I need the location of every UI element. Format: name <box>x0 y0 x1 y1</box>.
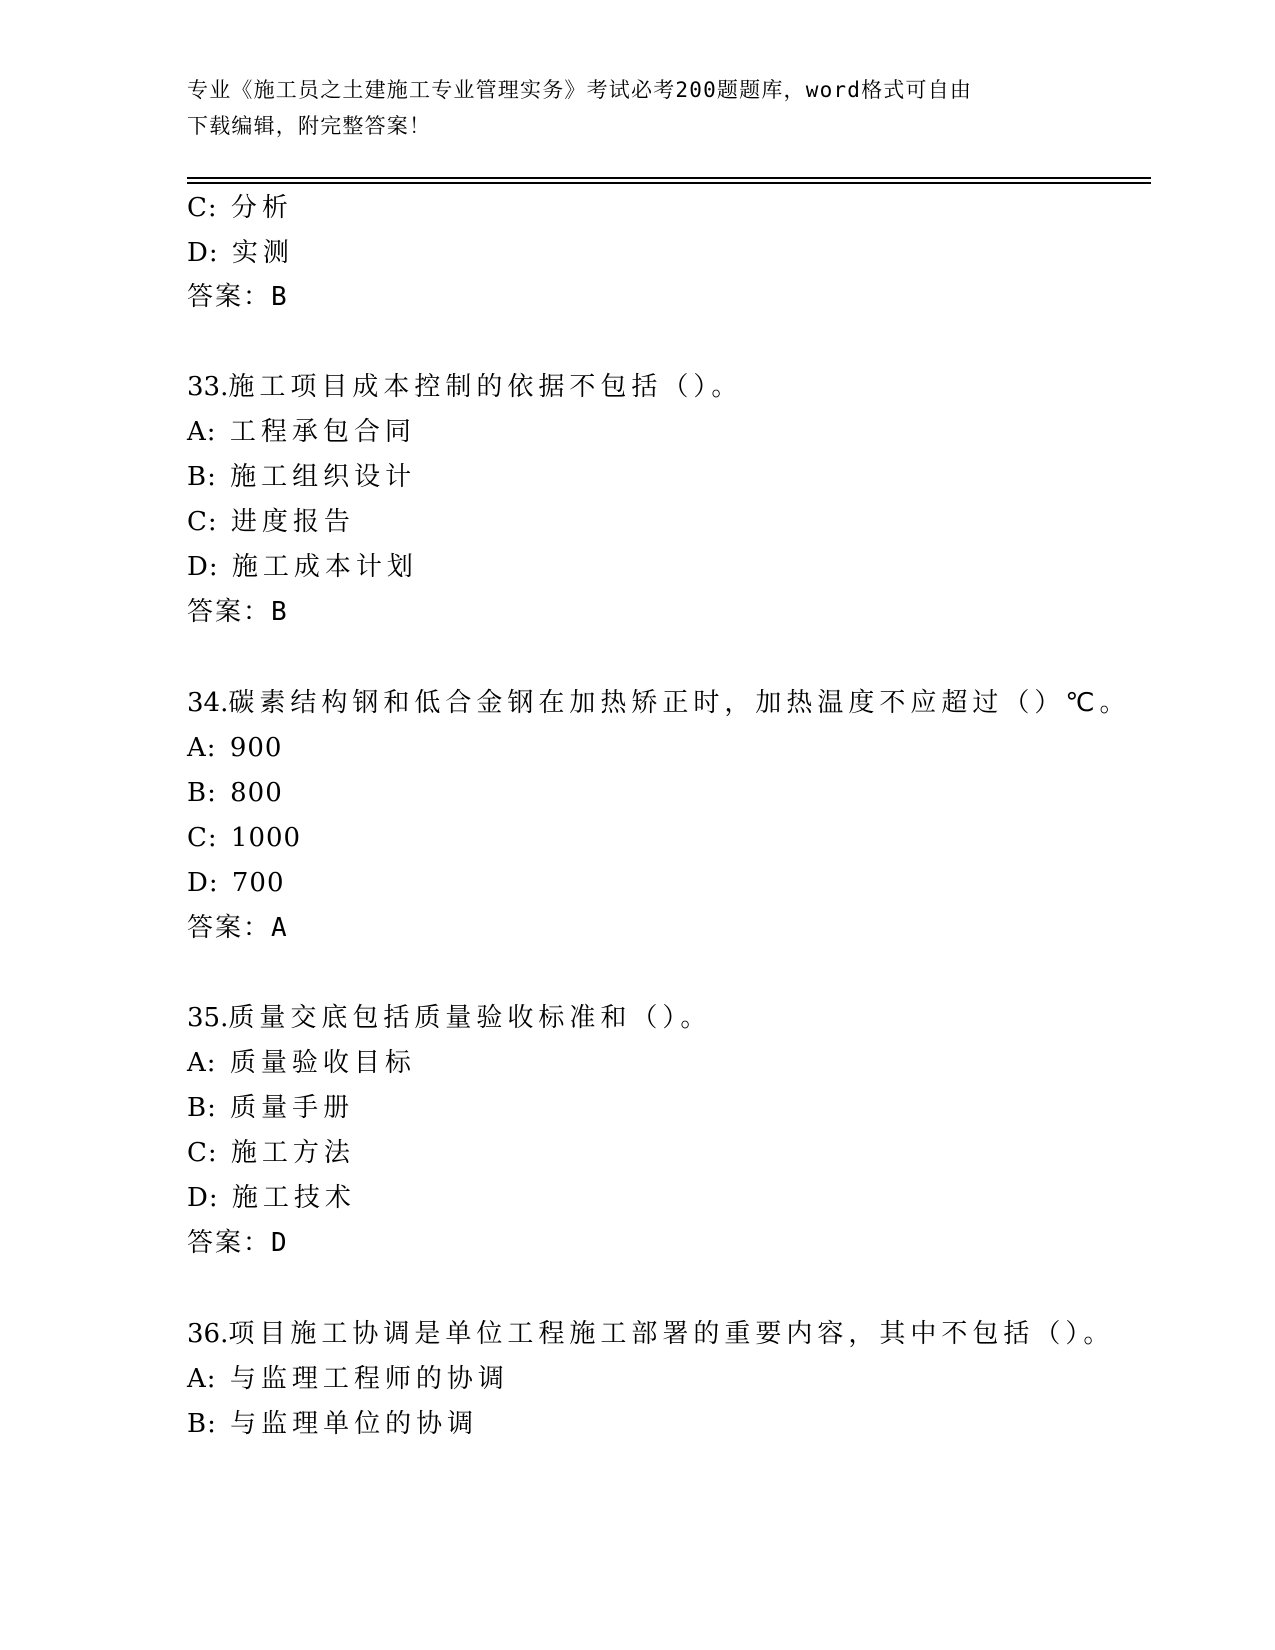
question-36: 36.项目施工协调是单位工程施工部署的重要内容，其中不包括（）。 <box>187 1319 1115 1349</box>
option-b: B: 与监理单位的协调 <box>187 1409 479 1439</box>
header-divider-top <box>187 177 1151 179</box>
answer-line: 答案：B <box>187 597 289 627</box>
option-c: C: 进度报告 <box>187 507 355 537</box>
answer-line: 答案：B <box>187 282 289 312</box>
question-34: 34.碳素结构钢和低合金钢在加热矫正时，加热温度不应超过（）℃。 <box>187 688 1131 718</box>
option-c: C: 分析 <box>187 193 293 223</box>
question-35: 35.质量交底包括质量验收标准和（）。 <box>187 1003 712 1033</box>
option-d: D: 施工成本计划 <box>187 552 418 582</box>
document-header <box>187 72 1087 144</box>
answer-line: 答案：D <box>187 1228 289 1258</box>
header-divider-bottom <box>187 182 1151 184</box>
answer-line: 答案：A <box>187 913 289 943</box>
question-33: 33.施工项目成本控制的依据不包括（）。 <box>187 372 743 402</box>
option-a: A: 与监理工程师的协调 <box>187 1364 509 1394</box>
option-d: D: 施工技术 <box>187 1183 356 1213</box>
option-b: B: 质量手册 <box>187 1093 355 1123</box>
option-b: B: 施工组织设计 <box>187 462 417 492</box>
option-d: D: 700 <box>187 868 285 898</box>
option-b: B: 800 <box>187 778 283 808</box>
option-d: D: 实测 <box>187 238 294 268</box>
header-line-1: 专业《施工员之土建施工专业管理实务》考试必考200题题库，word格式可自由 <box>187 78 973 102</box>
header-line-2: 下载编辑，附完整答案！ <box>187 114 432 138</box>
option-c: C: 施工方法 <box>187 1138 355 1168</box>
option-a: A: 质量验收目标 <box>187 1048 416 1078</box>
option-c: C: 1000 <box>187 823 302 853</box>
option-a: A: 900 <box>187 733 283 763</box>
option-a: A: 工程承包合同 <box>187 417 416 447</box>
